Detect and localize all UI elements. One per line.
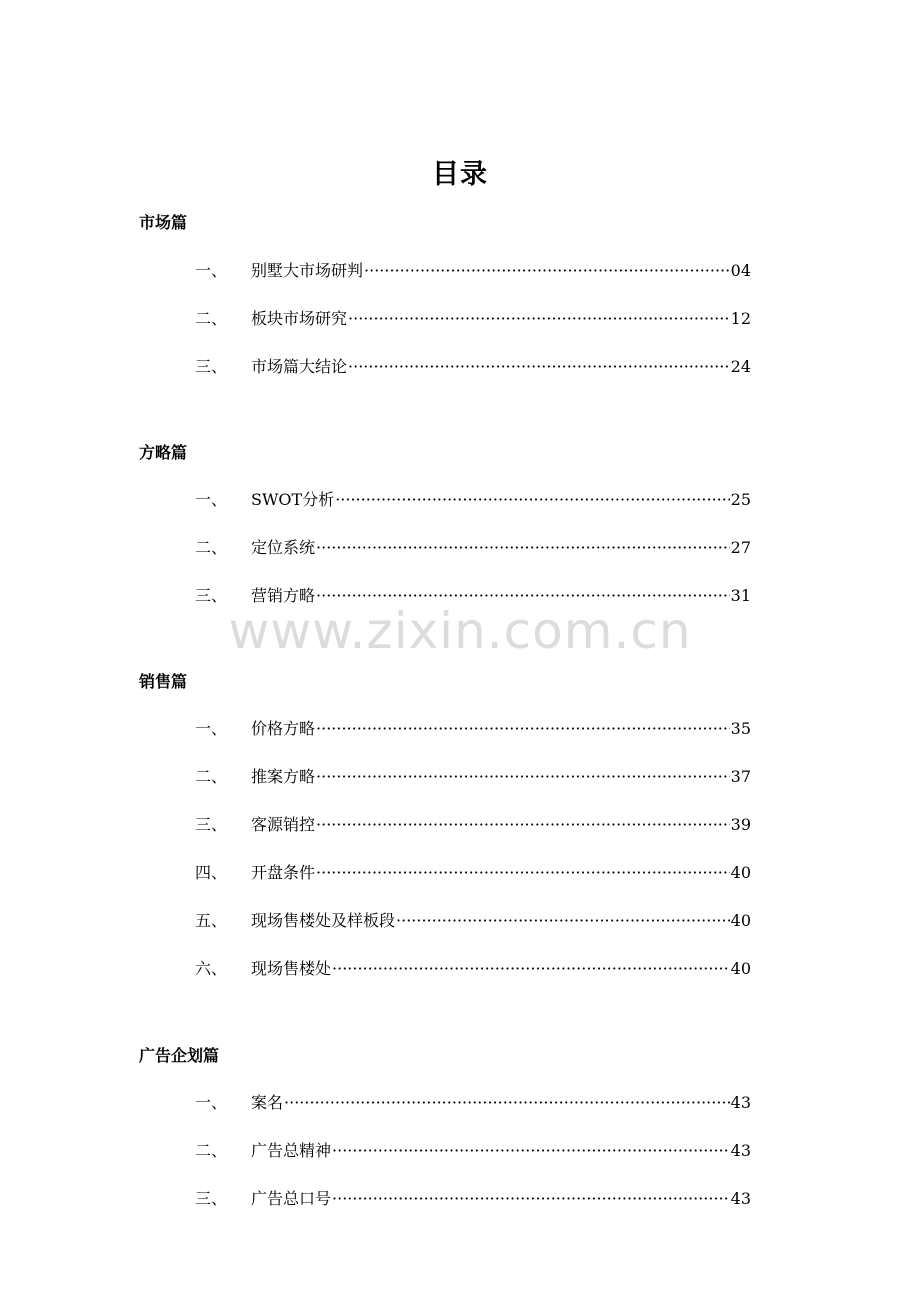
dot-leader — [348, 357, 730, 376]
toc-entry[interactable] — [195, 535, 751, 557]
toc-entry-title: 开盘条件 — [251, 863, 316, 882]
toc-entry-title: 推案方略 — [251, 767, 316, 786]
toc-entry-number: 二、 — [195, 538, 228, 557]
toc-entry[interactable] — [195, 956, 751, 978]
toc-entry[interactable] — [195, 1090, 751, 1112]
toc-entry-number: 一、 — [195, 719, 228, 738]
toc-entry-page: 35 — [730, 719, 751, 738]
toc-entry-number: 三、 — [195, 815, 228, 834]
toc-entry-number: 三、 — [195, 1189, 228, 1208]
watermark: www.zixin.com.cn — [228, 602, 692, 660]
toc-entry-number: 五、 — [195, 911, 228, 930]
toc-entry-title: 客源销控 — [251, 815, 316, 834]
dot-leader — [348, 309, 730, 328]
section-heading-advertising: 广告企划篇 — [139, 1046, 220, 1065]
dot-leader — [332, 959, 730, 978]
toc-entry-number: 四、 — [195, 863, 228, 882]
toc-entry-page: 40 — [730, 911, 751, 930]
toc-entry-number: 二、 — [195, 1141, 228, 1160]
toc-entry-page: 12 — [730, 309, 751, 328]
toc-entry-page: 31 — [730, 586, 751, 605]
toc-entry-title: 定位系统 — [251, 538, 316, 557]
toc-entry-page: 40 — [730, 959, 751, 978]
section-heading-sales: 销售篇 — [139, 672, 188, 691]
toc-entry-title: 广告总精神 — [251, 1141, 332, 1160]
dot-leader — [332, 1141, 730, 1160]
toc-entry-title: 营销方略 — [251, 586, 316, 605]
toc-entry[interactable] — [195, 306, 751, 328]
toc-entry[interactable] — [195, 860, 751, 882]
toc-entry-number: 六、 — [195, 959, 228, 978]
dot-leader — [316, 719, 730, 738]
toc-entry-title: 价格方略 — [251, 719, 316, 738]
toc-entry-page: 39 — [730, 815, 751, 834]
toc-entry-number: 二、 — [195, 767, 228, 786]
toc-entry-page: 27 — [730, 538, 751, 557]
toc-entry[interactable] — [195, 812, 751, 834]
toc-entry-title: 板块市场研究 — [251, 309, 348, 328]
dot-leader — [396, 911, 730, 930]
toc-entry-number: 三、 — [195, 357, 228, 376]
toc-entry-page: 04 — [730, 261, 751, 280]
toc-entry-title: 广告总口号 — [251, 1189, 332, 1208]
toc-entry-page: 24 — [730, 357, 751, 376]
toc-entry-number: 二、 — [195, 309, 228, 328]
toc-entry[interactable] — [195, 487, 751, 509]
toc-entry-title: 案名 — [251, 1093, 284, 1112]
toc-entry-title: 别墅大市场研判 — [251, 261, 364, 280]
toc-entry-title: 市场篇大结论 — [251, 357, 348, 376]
toc-entry-page: 43 — [730, 1141, 751, 1160]
toc-entry-number: 一、 — [195, 490, 228, 509]
toc-entry[interactable] — [195, 354, 751, 376]
toc-entry[interactable] — [195, 908, 751, 930]
toc-entry[interactable] — [195, 258, 751, 280]
section-heading-strategy: 方略篇 — [139, 443, 188, 462]
toc-entry[interactable] — [195, 764, 751, 786]
toc-entry-page: 43 — [730, 1189, 751, 1208]
toc-entry-number: 一、 — [195, 1093, 228, 1112]
dot-leader — [364, 261, 730, 280]
toc-entry-page: 25 — [730, 490, 751, 509]
toc-entry[interactable] — [195, 1186, 751, 1208]
page-title: 目录 — [432, 159, 488, 190]
toc-entry[interactable] — [195, 1138, 751, 1160]
toc-entry-page: 43 — [730, 1093, 751, 1112]
dot-leader — [335, 490, 729, 509]
dot-leader — [316, 863, 730, 882]
toc-entry-page: 40 — [730, 863, 751, 882]
dot-leader — [284, 1093, 730, 1112]
toc-entry-title: SWOT分析 — [251, 490, 335, 509]
dot-leader — [316, 538, 730, 557]
toc-entry[interactable] — [195, 716, 751, 738]
dot-leader — [332, 1189, 730, 1208]
dot-leader — [316, 815, 730, 834]
toc-entry-title: 现场售楼处及样板段 — [251, 911, 396, 930]
toc-entry-page: 37 — [730, 767, 751, 786]
section-heading-market: 市场篇 — [139, 213, 188, 232]
toc-entry-number: 三、 — [195, 586, 228, 605]
toc-entry-number: 一、 — [195, 261, 228, 280]
dot-leader — [316, 767, 730, 786]
toc-entry-title: 现场售楼处 — [251, 959, 332, 978]
